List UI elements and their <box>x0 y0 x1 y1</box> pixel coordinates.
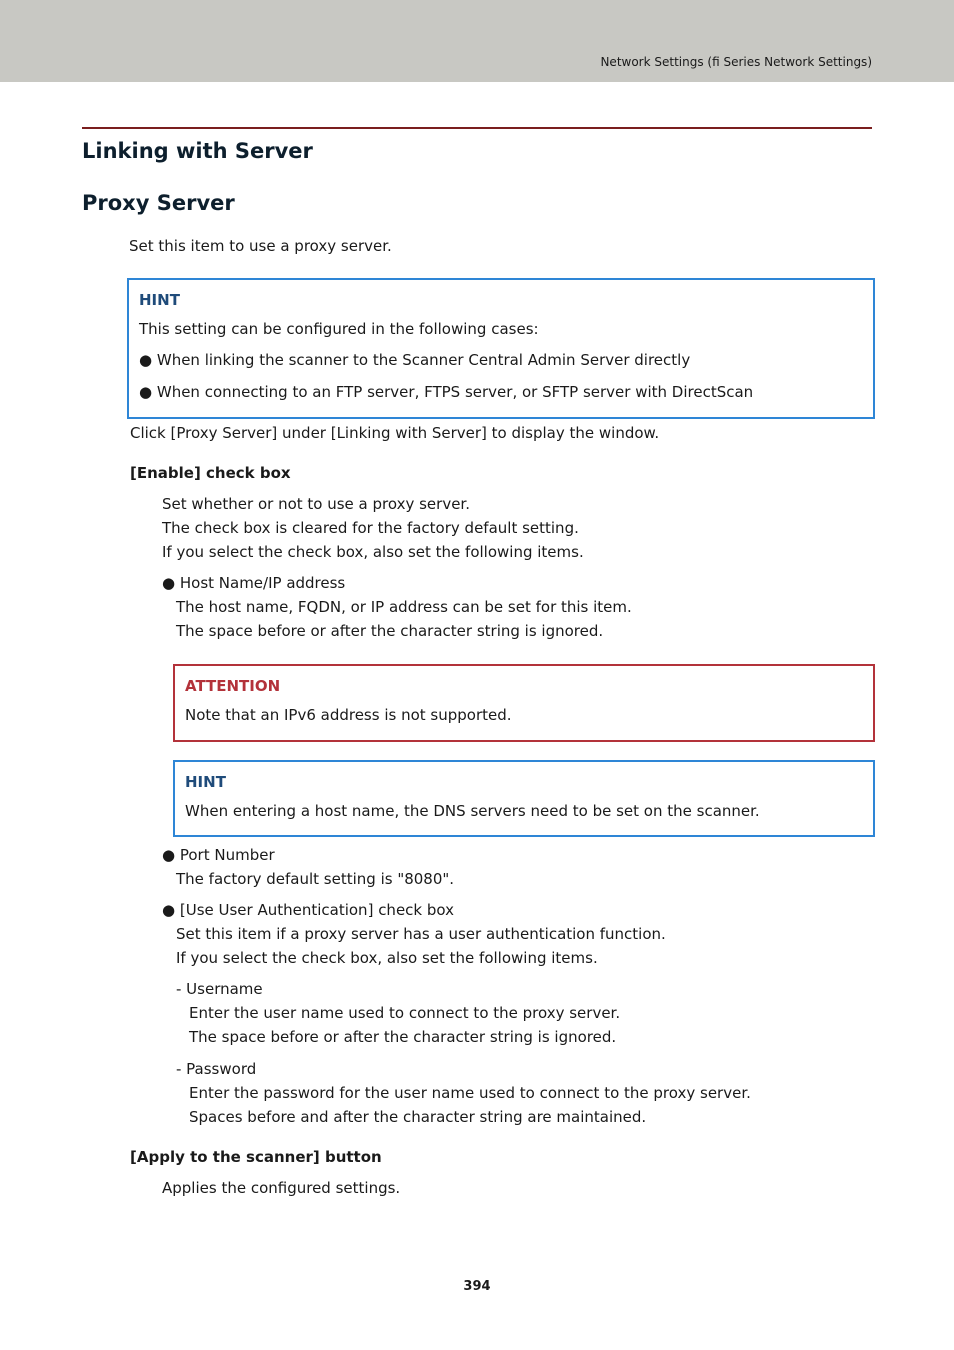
attention-title: ATTENTION <box>185 677 281 695</box>
hint-title: HINT <box>185 773 226 791</box>
username-item: - Username <box>176 980 263 998</box>
hint-line: When entering a host name, the DNS servers need to be set on the scanner. <box>185 802 760 820</box>
hint-box-1 <box>127 278 875 419</box>
password-item: - Password <box>176 1060 257 1078</box>
password-line: Spaces before and after the character string are maintained. <box>189 1108 647 1126</box>
enable-checkbox-title: [Enable] check box <box>130 464 291 482</box>
apply-button-title: [Apply to the scanner] button <box>130 1148 382 1166</box>
header-section-title: Network Settings (fi Series Network Settings) <box>600 55 872 69</box>
auth-line: Set this item if a proxy server has a user authentication function. <box>176 925 666 943</box>
hint-title: HINT <box>139 291 180 309</box>
host-line: The host name, FQDN, or IP address can be set for this item. <box>176 598 632 616</box>
host-bullet: ● Host Name/IP address <box>162 574 346 592</box>
enable-line: If you select the check box, also set the following items. <box>162 543 584 561</box>
heading-proxy-server: Proxy Server <box>82 191 235 215</box>
header-bar <box>0 0 954 82</box>
hint-line: ● When connecting to an FTP server, FTPS server, or SFTP server with DirectScan <box>139 383 754 401</box>
click-instruction: Click [Proxy Server] under [Linking with Server] to display the window. <box>130 424 660 442</box>
heading-linking-with-server: Linking with Server <box>82 139 313 163</box>
hint-box-2 <box>173 760 875 837</box>
enable-line: Set whether or not to use a proxy server. <box>162 495 470 513</box>
auth-bullet: ● [Use User Authentication] check box <box>162 901 454 919</box>
username-line: Enter the user name used to connect to the proxy server. <box>189 1004 621 1022</box>
port-bullet: ● Port Number <box>162 846 275 864</box>
hint-line: This setting can be configured in the following cases: <box>139 320 539 338</box>
attention-box <box>173 664 875 742</box>
host-line: The space before or after the character string is ignored. <box>176 622 604 640</box>
enable-line: The check box is cleared for the factory default setting. <box>162 519 579 537</box>
hint-line: ● When linking the scanner to the Scanner Central Admin Server directly <box>139 351 691 369</box>
intro-text: Set this item to use a proxy server. <box>129 237 392 255</box>
username-line: The space before or after the character string is ignored. <box>189 1028 617 1046</box>
auth-line: If you select the check box, also set the following items. <box>176 949 598 967</box>
port-line: The factory default setting is "8080". <box>176 870 455 888</box>
attention-line: Note that an IPv6 address is not supported. <box>185 706 512 724</box>
password-line: Enter the password for the user name used to connect to the proxy server. <box>189 1084 751 1102</box>
heading-rule <box>82 127 872 129</box>
apply-line: Applies the configured settings. <box>162 1179 401 1197</box>
page-number: 394 <box>463 1279 491 1294</box>
